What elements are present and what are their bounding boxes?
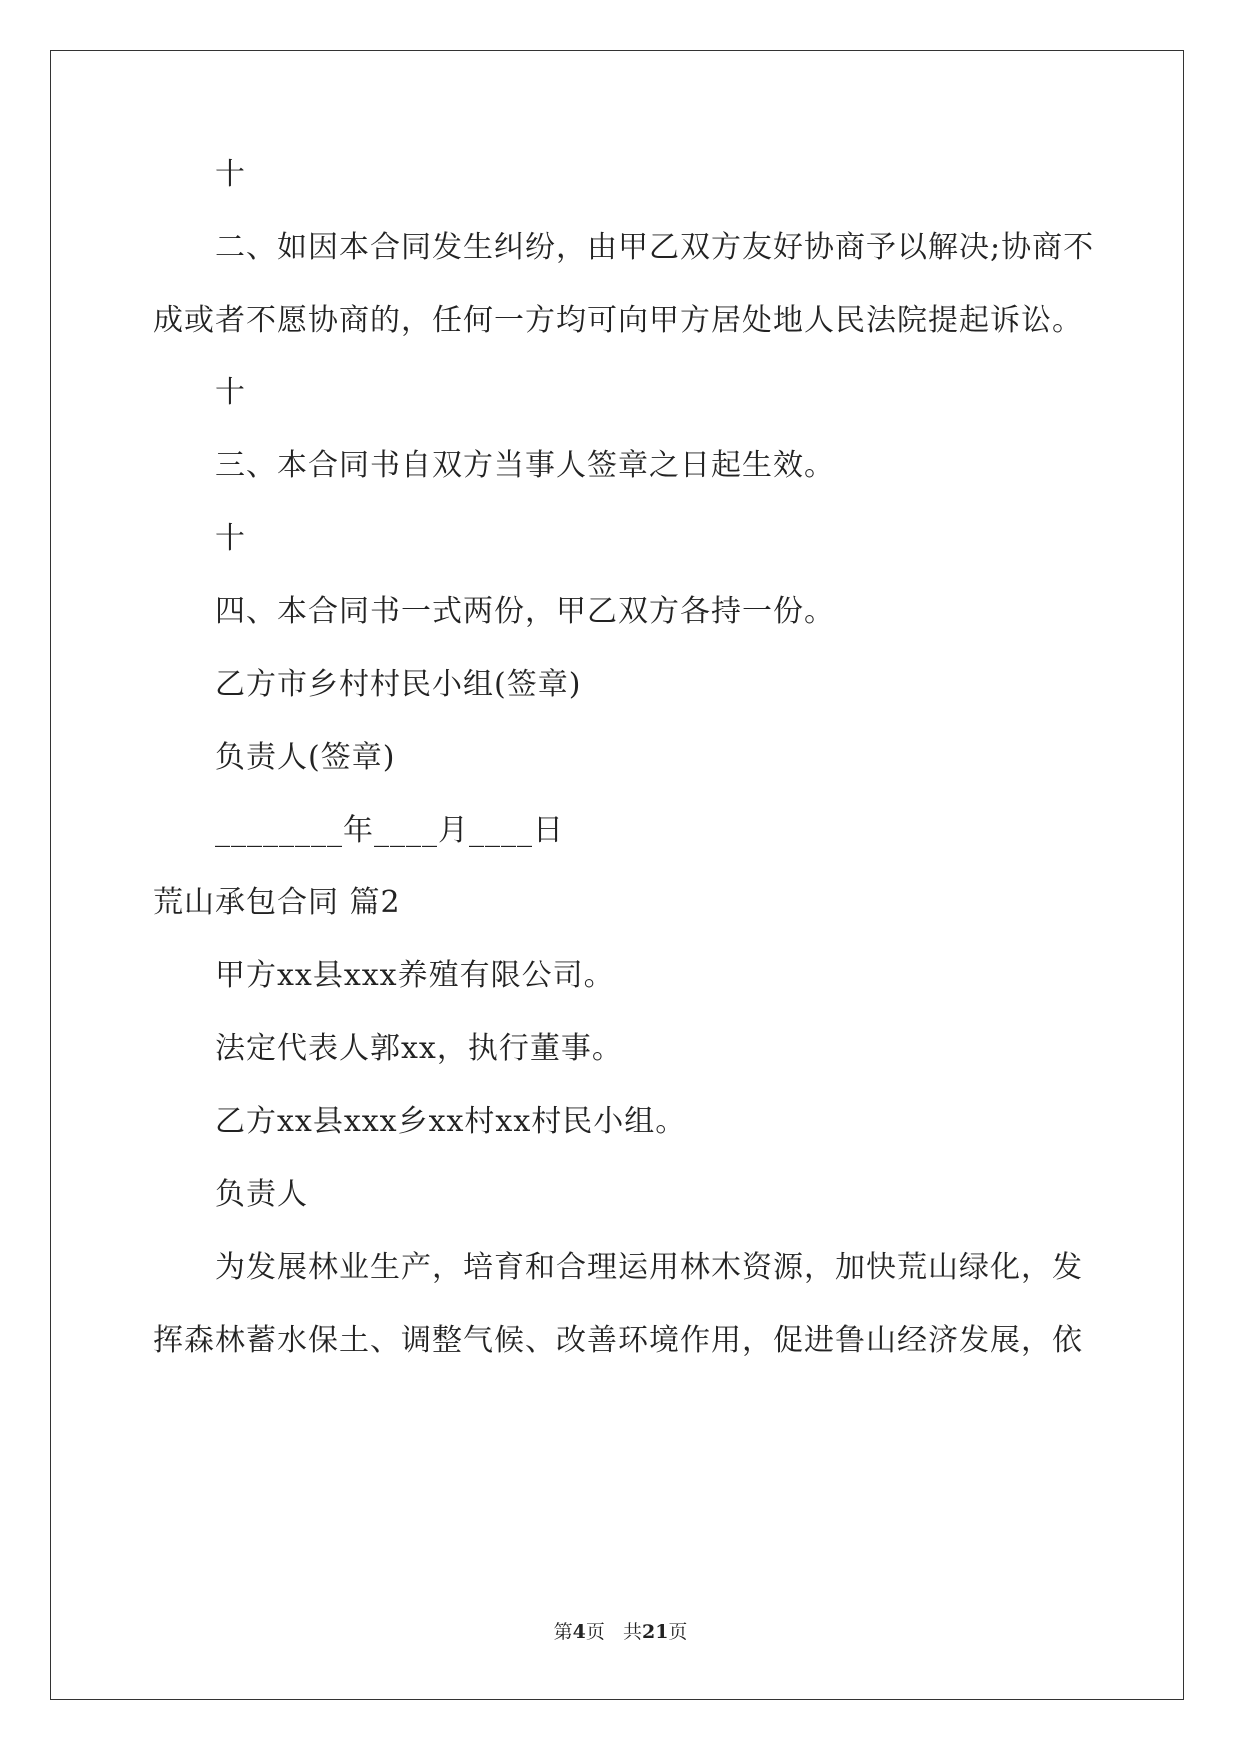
- text-line-2: 二、如因本合同发生纠纷，由甲乙双方友好协商予以解决;协商不: [215, 230, 1095, 265]
- text-line-5: 三、本合同书自双方当事人签章之日起生效。: [215, 448, 835, 483]
- footer-page-suffix: 页: [585, 1621, 605, 1643]
- footer-page-number: 4: [572, 1621, 586, 1643]
- footer-total-suffix: 页: [668, 1621, 688, 1643]
- text-line-9: 负责人(签章): [215, 740, 396, 775]
- page-footer: [0, 1619, 1241, 1645]
- text-line-15: 负责人: [215, 1177, 308, 1212]
- text-line-6: 十: [215, 521, 246, 556]
- footer-total-prefix: 共: [622, 1621, 642, 1643]
- date-line: ________年____月____日: [215, 813, 564, 848]
- text-line-7: 四、本合同书一式两份，甲乙双方各持一份。: [215, 594, 835, 629]
- text-line-17: 挥森林蓄水保土、调整气候、改善环境作用，促进鲁山经济发展，依: [153, 1323, 1083, 1358]
- text-line-12: 甲方xx县xxx养殖有限公司。: [215, 958, 615, 993]
- section-heading: 荒山承包合同 篇2: [153, 885, 401, 920]
- text-line-3: 成或者不愿协商的，任何一方均可向甲方居处地人民法院提起诉讼。: [153, 303, 1083, 338]
- footer-total-pages: 21: [641, 1621, 669, 1643]
- text-line-14: 乙方xx县xxx乡xx村xx村民小组。: [215, 1104, 687, 1139]
- text-line-16: 为发展林业生产，培育和合理运用林木资源，加快荒山绿化，发: [215, 1250, 1083, 1285]
- page-frame: [50, 50, 1184, 1700]
- text-line-1: 十: [215, 157, 246, 192]
- text-line-4: 十: [215, 375, 246, 410]
- footer-page-prefix: 第: [553, 1621, 573, 1643]
- text-line-8: 乙方市乡村村民小组(签章): [215, 667, 582, 702]
- text-line-13: 法定代表人郭xx，执行董事。: [215, 1031, 623, 1066]
